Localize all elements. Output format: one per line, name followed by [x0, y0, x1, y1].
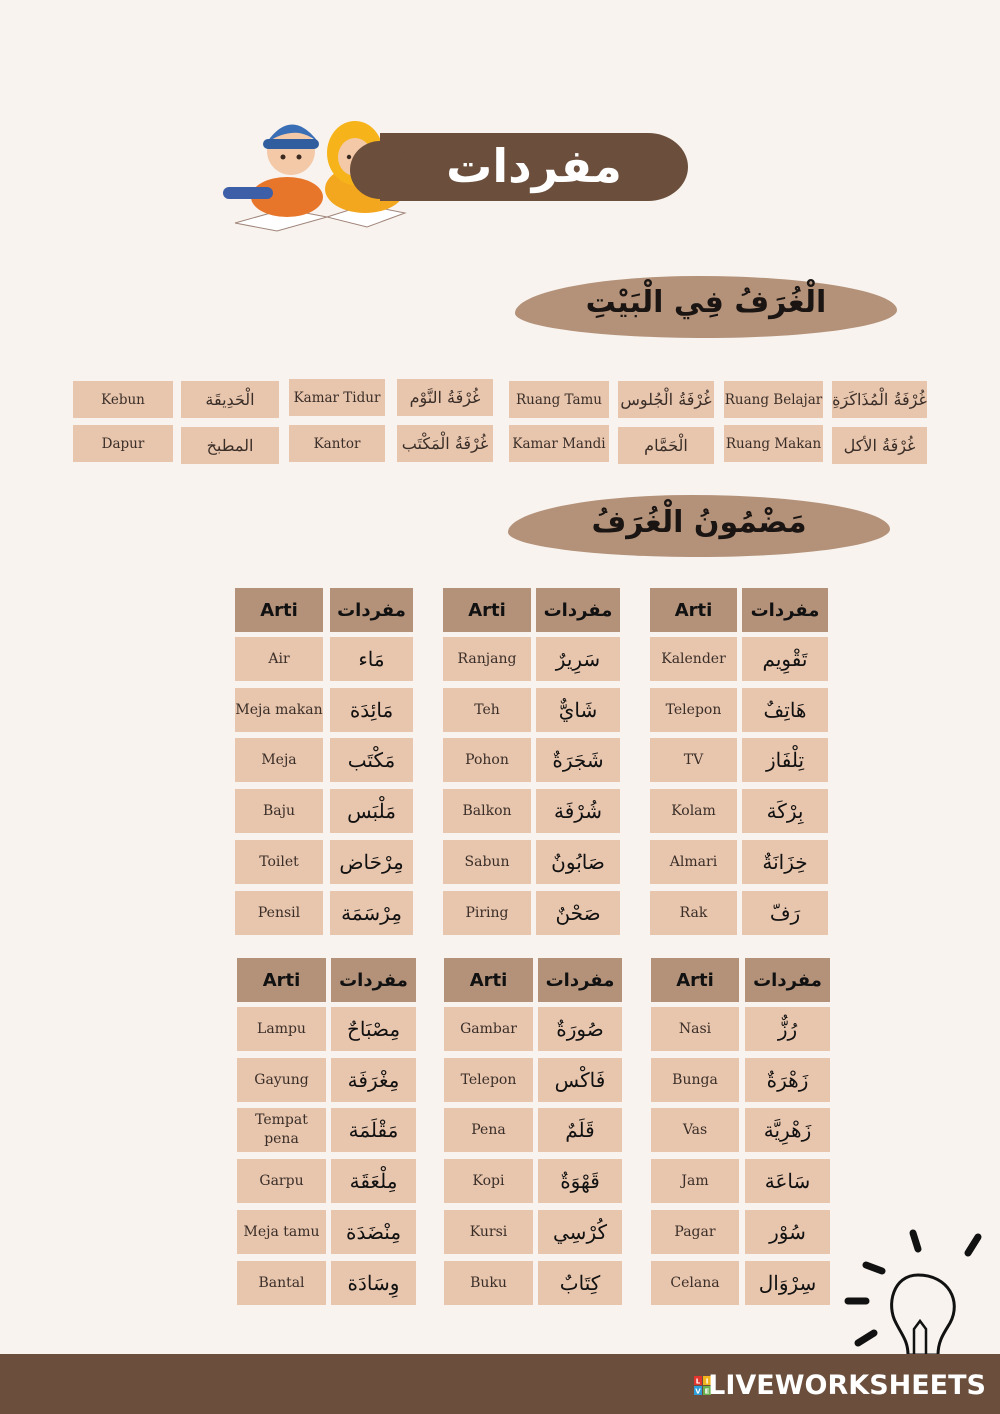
vocab-meaning: Kalender [650, 637, 737, 681]
room-arabic: غُرْفَةُ النَّوْم [397, 379, 493, 416]
room-arabic: المطبخ [181, 427, 279, 464]
contents-heading: مَضْمُونُ الْغُرَفُ [591, 505, 807, 540]
room-arabic: غُرْفَةُ الْمَكْتَب [397, 425, 493, 462]
vocab-meaning: Celana [651, 1261, 739, 1305]
vocab-arabic: صَحْنٌ [536, 891, 620, 935]
vocab-meaning: Pohon [443, 738, 531, 782]
vocab-arabic: شُرْفَة [536, 789, 620, 833]
vocab-meaning: Meja [235, 738, 323, 782]
vocab-arabic: مِرْحَاض [330, 840, 413, 884]
table-header-vocab: مفردات [742, 588, 828, 632]
logo-letter: L [695, 1377, 701, 1386]
vocab-meaning: Nasi [651, 1007, 739, 1051]
vocab-meaning: Gayung [237, 1058, 326, 1102]
vocab-meaning: Ranjang [443, 637, 531, 681]
vocab-arabic: مِنْضَدَة [331, 1210, 416, 1254]
vocab-meaning: Teh [443, 688, 531, 732]
logo-letter: I [705, 1377, 709, 1386]
vocab-meaning: Tempat pena [237, 1108, 326, 1152]
vocab-arabic: وِسَادَة [331, 1261, 416, 1305]
table-header-meaning: Arti [444, 958, 533, 1002]
vocab-meaning: Sabun [443, 840, 531, 884]
logo-letter: E [704, 1387, 710, 1396]
table-header-vocab: مفردات [330, 588, 413, 632]
vocab-meaning: TV [650, 738, 737, 782]
vocab-meaning: Vas [651, 1108, 739, 1152]
vocab-meaning: Kolam [650, 789, 737, 833]
vocab-arabic: صَابُونٌ [536, 840, 620, 884]
vocab-meaning: Almari [650, 840, 737, 884]
vocab-arabic: مِغْرَفَة [331, 1058, 416, 1102]
room-arabic: الْحَدِيقَة [181, 381, 279, 418]
vocab-arabic: مِصْبَاحٌ [331, 1007, 416, 1051]
vocab-arabic: سِرْوَال [745, 1261, 830, 1305]
vocab-meaning: Rak [650, 891, 737, 935]
table-header-meaning: Arti [235, 588, 323, 632]
vocab-meaning: Telepon [444, 1058, 533, 1102]
table-header-meaning: Arti [237, 958, 326, 1002]
vocab-meaning: Buku [444, 1261, 533, 1305]
room-meaning: Kantor [289, 425, 385, 462]
vocab-meaning: Lampu [237, 1007, 326, 1051]
room-meaning: Ruang Makan [724, 425, 823, 462]
vocab-arabic: كِتَابٌ [538, 1261, 622, 1305]
vocab-arabic: مَكْتَب [330, 738, 413, 782]
vocab-meaning: Bunga [651, 1058, 739, 1102]
vocab-meaning: Kopi [444, 1159, 533, 1203]
table-header-meaning: Arti [651, 958, 739, 1002]
vocab-arabic: شَجَرَةٌ [536, 738, 620, 782]
vocab-arabic: شَايٌّ [536, 688, 620, 732]
vocab-arabic: سَاعَة [745, 1159, 830, 1203]
table-header-meaning: Arti [443, 588, 531, 632]
vocab-meaning: Pagar [651, 1210, 739, 1254]
vocab-meaning: Gambar [444, 1007, 533, 1051]
vocab-meaning: Piring [443, 891, 531, 935]
vocab-meaning: Kursi [444, 1210, 533, 1254]
table-header-vocab: مفردات [745, 958, 830, 1002]
room-meaning: Kamar Mandi [509, 425, 609, 462]
vocab-arabic: صُورَةٌ [538, 1007, 622, 1051]
room-meaning: Kebun [73, 381, 173, 418]
table-header-vocab: مفردات [331, 958, 416, 1002]
vocab-meaning: Baju [235, 789, 323, 833]
vocab-meaning: Garpu [237, 1159, 326, 1203]
title-banner [380, 133, 688, 201]
vocab-arabic: قَلَمٌ [538, 1108, 622, 1152]
vocab-arabic: فَاكْس [538, 1058, 622, 1102]
vocab-meaning: Air [235, 637, 323, 681]
vocab-meaning: Telepon [650, 688, 737, 732]
vocab-arabic: مِرْسَمَة [330, 891, 413, 935]
vocab-arabic: سُوْر [745, 1210, 830, 1254]
vocab-arabic: سَرِيرٌ [536, 637, 620, 681]
rooms-heading: الْغُرَفُ فِي الْبَيْتِ [585, 285, 827, 320]
room-meaning: Ruang Belajar [724, 381, 823, 418]
page-title: مفردات [446, 139, 622, 193]
vocab-arabic: مَاء [330, 637, 413, 681]
vocab-arabic: مَلْبَس [330, 789, 413, 833]
table-header-vocab: مفردات [538, 958, 622, 1002]
vocab-arabic: هَاتِفٌ [742, 688, 828, 732]
vocab-arabic: تِلْفَاز [742, 738, 828, 782]
vocab-arabic: مَقْلَمَة [331, 1108, 416, 1152]
room-arabic: غُرْفَةُ الأكل [832, 427, 927, 464]
room-meaning: Dapur [73, 425, 173, 462]
vocab-meaning: Balkon [443, 789, 531, 833]
vocab-arabic: قَهْوَةٌ [538, 1159, 622, 1203]
vocab-arabic: خِزَانَةٌ [742, 840, 828, 884]
room-meaning: Kamar Tidur [289, 379, 385, 416]
table-header-vocab: مفردات [536, 588, 620, 632]
room-meaning: Ruang Tamu [509, 381, 609, 418]
contents-heading-blob [508, 495, 890, 557]
vocab-meaning: Pena [444, 1108, 533, 1152]
vocab-arabic: مِلْعَقَة [331, 1159, 416, 1203]
vocab-arabic: رُزٌّ [745, 1007, 830, 1051]
room-arabic: غُرْفَةُ الْجُلوس [618, 381, 714, 418]
table-header-meaning: Arti [650, 588, 737, 632]
vocab-meaning: Bantal [237, 1261, 326, 1305]
vocab-arabic: كُرْسِي [538, 1210, 622, 1254]
vocab-arabic: تَقْوِيم [742, 637, 828, 681]
vocab-arabic: بِرْكَة [742, 789, 828, 833]
liveworksheets-brand[interactable]: LIVEWORKSHEETS [708, 1370, 986, 1401]
vocab-arabic: رَفّ [742, 891, 828, 935]
logo-letter: V [695, 1387, 701, 1396]
vocab-meaning: Jam [651, 1159, 739, 1203]
vocab-meaning: Pensil [235, 891, 323, 935]
vocab-meaning: Meja tamu [237, 1210, 326, 1254]
vocab-meaning: Toilet [235, 840, 323, 884]
vocab-arabic: زَهْرِيَّة [745, 1108, 830, 1152]
room-arabic: الْحَمَّام [618, 427, 714, 464]
rooms-heading-blob [515, 276, 897, 338]
vocab-meaning: Meja makan [235, 688, 323, 732]
vocab-arabic: مَائِدَة [330, 688, 413, 732]
vocab-arabic: زَهْرَةٌ [745, 1058, 830, 1102]
room-arabic: غُرْفَةُ الْمُذَاكَرَةِ [832, 381, 927, 418]
